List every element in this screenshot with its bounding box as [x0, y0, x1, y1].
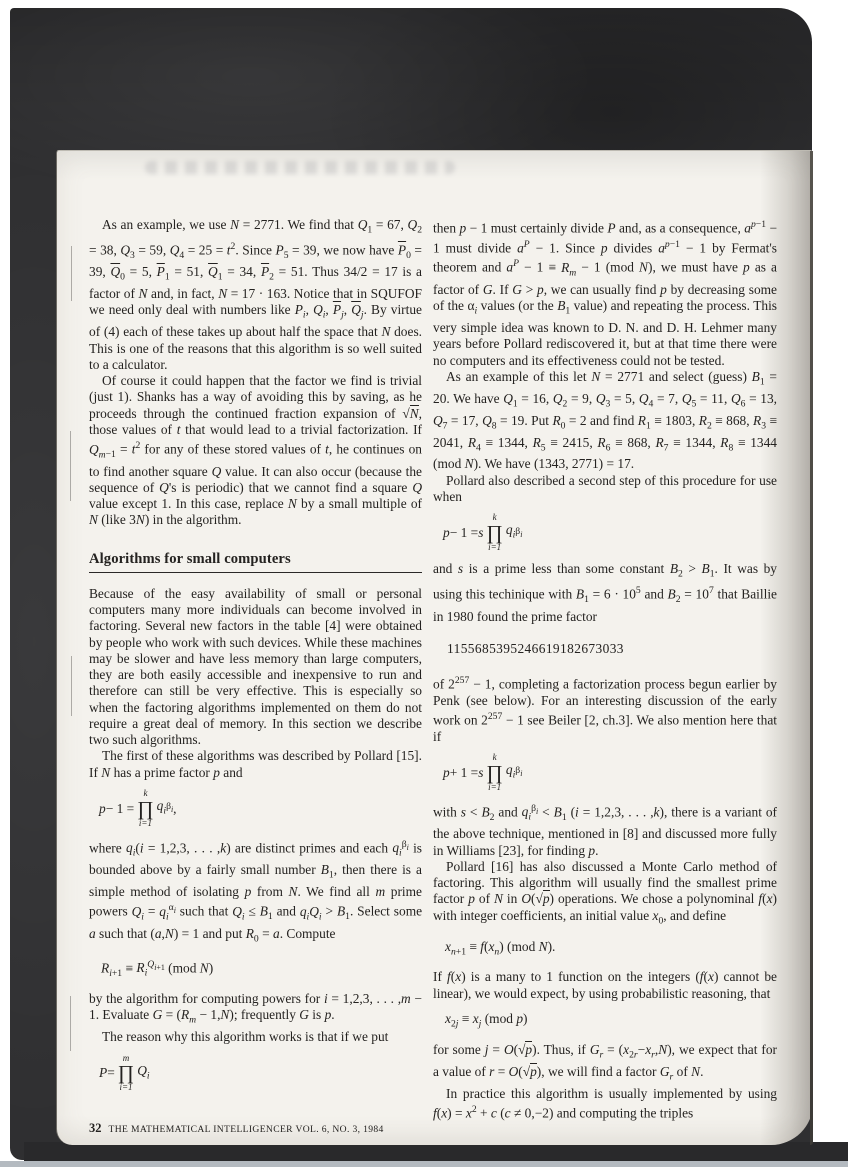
paragraph: As an example of this let N = 2771 and select (guess) $B_1 = 20$. We have $Q_1 = 16$, $Q_2 = 9$, $Q_3 = 5$, $Q_4 = 7$, $Q_5 = 11$, $Q_6 = 13$, $Q_7 = 17$, $Q_8 = 19$. Put $R_0 = 2$ and find $R_1 \equiv 1803$, $R_2 \equiv 868$, $R_3 \equiv 2041$, $R_4 \equiv 1344$, $R_5 \equiv 2415$, $R_6 \equiv 868$, $R_7 \equiv 1344$, $R_8 \equiv 1344$ (mod N). We have (1343, 2771) = 17.: [433, 368, 777, 472]
paragraph: then p − 1 must certainly divide P and, as a consequence, $a^{p-1} - 1$ must divide $a^P - 1$. Since p divides $a^{p-1} - 1$ by Fermat's theorem and $a^P - 1 \equiv R_m - 1$ (mod N), we must have p as a factor of G. If G > p, we can usually find p by decreasing some of the $\alpha_i$ values (or the $B_1$ value) and repeating the process. This very simple idea was known to D. N. and D. H. Lehmer many years before Pollard rediscovered it, but at that time there were no computers and its effectiveness could not be tested.: [433, 219, 777, 368]
page-footer: [89, 1119, 384, 1137]
paragraph: Of course it could happen that the factor we find is trivial (just 1). Shanks has a way of avoiding this by saving, as he proceeds through the continued fraction expansion of √N, those values of t that would lead to a trivial factorization. If $Q_{m-1} = t^2$ for any of these stored values of t, he continues on to find another square Q value. It can also occur (because the sequence of Q's is periodic) that we cannot find a square Q value except 1. In this case, replace N by a small multiple of N (like 3N) in the algorithm.: [89, 373, 422, 528]
scan-artifact-mark: [71, 246, 72, 301]
paragraph: The first of these algorithms was described by Pollard [15]. If N has a prime factor p and: [89, 748, 422, 780]
display-formula: p − 1 = s k ∏ i=1 $q_i$ $\beta_i$: [443, 512, 523, 553]
paragraph: for some j = O(√p). Thus, if $G_r = (x_{2r}-x_r,N)$, we expect that for a value of r = O(√p), we will find a factor $G_r$ of N.: [433, 1041, 777, 1083]
paragraph: and s is a prime less than some constant $B_2 > B_1$. It was by using this techinique with $B_1 = 6 \cdot 10^5$ and $B_2 = 10^7$ that Baillie in 1980 found the prime factor: [433, 561, 777, 624]
paragraph: In practice this algorithm is usually implemented by using $f(x) = x^2 + c$ (c ≠ 0,−2) and computing the triples: [433, 1085, 777, 1121]
display-formula: P = m ∏ i=1 $Q_i$: [99, 1052, 150, 1093]
page-number: 32: [89, 1121, 102, 1135]
page-edge-shadow: [810, 151, 813, 1145]
paragraph: by the algorithm for computing powers for i = 1,2,3, . . . ,m − 1. Evaluate $G = (R_m - 1,N)$; frequently G is p.: [89, 991, 422, 1026]
display-formula: $R_{i+1} \equiv R_i^{Q_{i+1}}$ (mod N): [101, 958, 214, 979]
paragraph: of $2^{257} - 1$, completing a factorization process begun earlier by Penk (see below). For an interesting discussion of the early work on $2^{257} - 1$ see Beiler [2, ch.3]. We also mention here that if: [433, 675, 777, 744]
right-column: [433, 217, 777, 1127]
scan-artifact-mark: [70, 431, 71, 501]
display-formula: $x_{2j} \equiv x_j$ (mod p): [445, 1010, 528, 1030]
left-column: [89, 217, 422, 1127]
paragraph: where $q_i(i = 1,2,3$, . . . ,k) are distinct primes and each $q_i^{\beta_i}$ is bounded above by a fairly small number $B_1$, then there is a simple method of isolating p from N. We find all m prime powers $Q_i = q_i^{\alpha_i}$ such that $Q_i \le B_1$ and $q_iQ_i > B_1$. Select some a such that (a,N) = 1 and put $R_0 = a$. Compute: [89, 838, 422, 945]
display-formula: $x_{n+1} \equiv f(x_n)$ (mod N).: [445, 938, 556, 958]
scan-artifact-mark: [70, 996, 71, 1051]
display-formula: p + 1 = s k ∏ i=1 $q_i$ $\beta_i$: [443, 752, 523, 792]
scan-artifact-mark: [71, 656, 72, 716]
prime-factor-number: 1155685395246619182673033: [447, 640, 624, 656]
ghost-text-smudge: [145, 161, 455, 174]
paragraph: with $s < B_2$ and $q_i^{\beta_i} < B_1$ (i = 1,2,3, . . . ,k), there is a variant of the above technique, mentioned in [8] and discussed more fully in Williams [23], for finding p.: [433, 802, 777, 858]
paragraph: Pollard also described a second step of this procedure for use when: [433, 472, 777, 504]
journal-name: THE MATHEMATICAL INTELLIGENCER VOL. 6, NO. 3, 1984: [108, 1124, 384, 1135]
paragraph: Pollard [16] has also discussed a Monte Carlo method of factoring. This algorithm will usually find the smallest prime factor p of N in O(√p) operations. We chose a polynominal f(x) with integer coefficients, an initial value $x_0$, and define: [433, 858, 777, 927]
display-formula: p − 1 = k ∏ i=1 $q_i$ $\beta_i$ ,: [99, 787, 177, 828]
paragraph: The reason why this algorithm works is that if we put: [102, 1029, 389, 1045]
paragraph: If f(x) is a many to 1 function on the integers (f(x) cannot be linear), we would expect, by using probabilistic reasoning, that: [433, 969, 777, 1001]
paragraph: Because of the easy availability of small or personal computers many more individuals can become involved in factoring. Several new factors in the table [4] were obtained by people who work with such devices. While these machines may be slower and have less memory than large computers, they are both easily accessible and inexpensive to run and therefore can still be very effective. This is especially so when the factoring algorithms implemented on them do not require a great deal of memory. In this section we describe two such algorithms.: [89, 585, 422, 748]
section-heading: Algorithms for small computers: [89, 551, 422, 573]
paragraph: As an example, we use N = 2771. We find that $Q_1 = 67$, $Q_2 = 38$, $Q_3 = 59$, $Q_4 = 25 = t^2$. Since $P_5 = 39$, we now have $\overline{P}_0 = 39$, $\overline{Q}_0 = 5$, $\overline{P}_1 = 51$, $\overline{Q}_1 = 34$, $\overline{P}_2 = 51$. Thus 34/2 = 17 is a factor of N and, in fact, N = 17 · 163. Notice that in SQUFOF we need only deal with numbers like $P_i$, $Q_i$, $\overline{P}_j$, $\overline{Q}_j$. By virtue of (4) each of these takes up about half the space that N does. This is one of the reasons that this algorithm is so well suited to a calculator.: [89, 217, 422, 372]
scanner-bed-strip: [0, 1161, 848, 1167]
journal-page: [56, 150, 813, 1145]
